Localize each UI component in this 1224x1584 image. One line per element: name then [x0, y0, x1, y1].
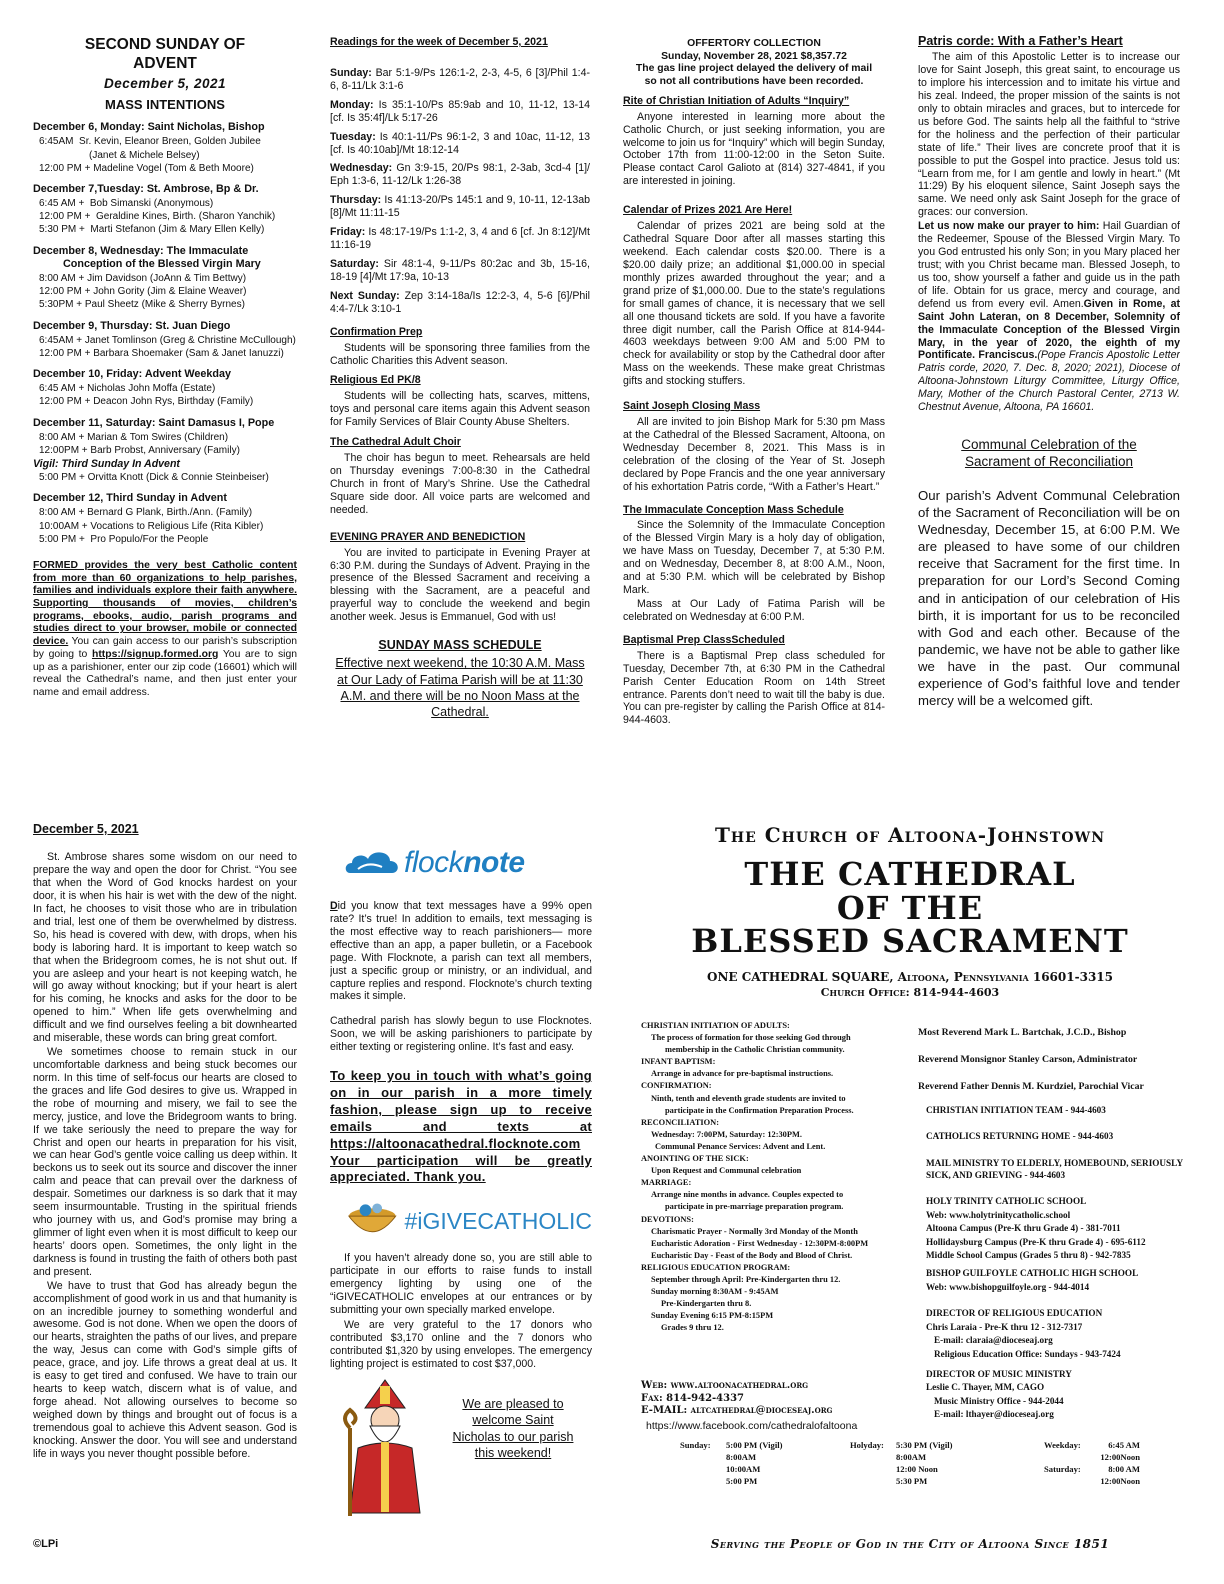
intention-line: 12:00 PM + Madeline Vogel (Tom & Beth Moore) — [39, 162, 254, 174]
flock-cloud-icon — [344, 847, 402, 879]
given-in-rome: Given in Rome, at Saint John Lateran, on 8 December, Solemnity of the Immaculate Conception of the Blessed Virgin Mary, in the year of 2020, the eighth of my Pontificate. Franciscus. — [918, 297, 1180, 362]
intention-line: 6:45AM Sr. Kevin, Eleanor Breen, Golden Jubilee — [39, 136, 261, 148]
directory-section — [641, 1080, 911, 1116]
mass-time: 6:45 AM — [1108, 1440, 1140, 1450]
cathedral-address: ONE CATHEDRAL SQUARE, Altoona, Pennsylvania 16601-3315 — [707, 970, 1113, 984]
vigil-label: Vigil: Third Sunday In Advent — [33, 458, 180, 471]
reading-text: Zep 3:14-18a/Is 12:2-3, 4, 5-6 [6]/Phil 4:4-7/Lk 3:10-1 — [330, 289, 590, 315]
reflection-date: December 5, 2021 — [33, 822, 139, 836]
communal-heading-line-2: Sacrament of Reconciliation — [964, 454, 1134, 470]
reading-item — [330, 258, 590, 284]
intention-line: 5:00 PM + Orvitta Knott (Dick & Connie Steinbeiser) — [39, 472, 269, 484]
intention-day-heading: December 6, Monday: Saint Nicholas, Bishop — [33, 121, 265, 134]
intention-day — [33, 320, 297, 361]
intention-day-heading: December 12, Third Sunday in Advent — [33, 492, 227, 505]
vicar-name: Reverend Father Dennis M. Kurdziel, Parochial Vicar — [918, 1081, 1144, 1093]
religious-ed-email[interactable]: E-mail: claraia@dioceseaj.org — [934, 1335, 1053, 1346]
intention-line: 8:00 AM + Marian & Tom Swires (Children) — [39, 431, 229, 443]
column-readings — [330, 36, 590, 758]
intention-line: 12:00PM + Barb Probst, Anniversary (Family) — [39, 444, 240, 456]
patris-heading: Patris corde: With a Father’s Heart — [918, 34, 1123, 48]
directory-line: Arrange in advance for pre-baptismal instructions. — [651, 1069, 834, 1079]
intention-line: (Janet & Michele Belsey) — [39, 149, 200, 161]
mass-time: 5:30 PM (Vigil) — [896, 1440, 953, 1450]
communal-text: Our parish’s Advent Communal Celebration of the Sacrament of Reconciliation will be on Wednesday, December 15, at 6:00 P.M. We are pleased to have some of our children receive that Sacrament for the first time. In preparation for our Lord’s Second Coming and in anticipation of our celebration of His birth, it is important for us to be reconciled with God and each other. Because of the pandemic, we have not be able to gather like we have in the past. Our communal experience of God’s faithful love and tender mercy will be a welcomed gift. — [918, 487, 1180, 709]
directory-label: CHRISTIAN INITIATION OF ADULTS: — [641, 1021, 790, 1030]
column-mass-intentions — [33, 36, 297, 756]
directory-line: Charismatic Prayer - Normally 3rd Monday of the Month — [651, 1226, 858, 1236]
evening-prayer-text: You are invited to participate in Evening Prayer at 6:30 P.M. during the Sundays of Advent. Praying in the presence of the Blessed Sacrament and receiving a blessing with the Sacrament, are a peaceful and prayerful way to conclude the weekend and begin another week. Jesus is Emmanuel, God with us! — [330, 546, 590, 624]
directory-line: Sunday morning 8:30AM - 9:45AM — [651, 1287, 779, 1297]
website-link[interactable]: Web: www.altoonacathedral.org — [641, 1380, 809, 1391]
intention-day — [33, 245, 297, 312]
cathedral-title-line-2: OF THE — [836, 888, 984, 927]
altoona-campus: Altoona Campus (Pre-K thru Grade 4) - 381-7011 — [926, 1223, 1121, 1234]
staff-directory — [918, 1026, 1184, 1422]
directory-line: Arrange nine months in advance. Couples expected to — [651, 1190, 844, 1200]
music-director-name: Leslie C. Thayer, MM, CAGO — [926, 1382, 1045, 1393]
directory-line: Upon Request and Communal celebration — [651, 1166, 802, 1176]
contact-block — [641, 1380, 921, 1418]
directory-label: RECONCILIATION: — [641, 1117, 720, 1127]
directory-section — [641, 1056, 911, 1080]
flocknote-logo-note: note — [463, 846, 525, 879]
bulletin-date: December 5, 2021 — [103, 75, 227, 91]
prayer-lead: Let us now make our prayer to him: — [918, 220, 1100, 233]
igivecatholic-logo — [344, 1198, 592, 1244]
mass-time: 10:00AM — [726, 1464, 761, 1475]
flocknote-paragraph — [330, 900, 592, 1003]
church-office-phone: Church Office: 814-944-4603 — [820, 986, 1000, 999]
reading-day: Thursday: — [330, 194, 382, 207]
holyday-label: Holyday: — [850, 1440, 884, 1450]
reading-item — [330, 162, 590, 188]
immaculate-text-2: Mass at Our Lady of Fatima Parish will be celebrated on Wednesday at 6:00 P.M. — [623, 598, 885, 623]
reading-day: Next Sunday: — [330, 289, 400, 302]
confirmation-heading: Confirmation Prep — [330, 325, 423, 338]
citation: (Pope Francis Apostolic Letter Patris corde, 2020, 7. Dec. 8, 2020; 2021), Diocese of Altoona-Johnstown Liturgy Committee, Liturgy Office, Mary, Mother of the Church Pastoral Center, 2713 W. Chestnut Avenue, Altoona, PA 16601. — [918, 349, 1180, 414]
directory-label: ANOINTING OF THE SICK: — [641, 1154, 749, 1164]
administrator-name: Reverend Monsignor Stanley Carson, Administrator — [918, 1054, 1138, 1066]
holy-trinity-web[interactable]: Web: www.holytrinitycatholic.school — [926, 1209, 1071, 1220]
reading-text: Gn 3:9-15, 20/Ps 98:1, 2-3ab, 3cd-4 [1]/ Eph 1:3-6, 11-12/Lk 1:26-38 — [330, 162, 590, 188]
prayer-block — [918, 220, 1180, 414]
intention-line: 12:00 PM + Deacon John Rys, Birthday (Family) — [39, 396, 254, 408]
directory-line: Eucharistic Adoration - First Wednesday - 12:30PM-8:00PM — [651, 1238, 869, 1248]
column-offertory — [623, 38, 885, 744]
formed-text: You can gain access to our parish’s subscription by going to — [33, 636, 297, 660]
offertory-note-2: so not all contributions have been recorded. — [644, 76, 864, 88]
serving-tagline: Serving the People of God in the City of Altoona Since 1851 — [710, 1537, 1110, 1551]
lpi-footer: ©LPi — [33, 1538, 59, 1550]
directory-section — [641, 1020, 911, 1056]
directory-line: participate in pre-marriage preparation program. — [665, 1202, 844, 1212]
reading-text: Is 35:1-10/Ps 85:9ab and 10, 11-12, 13-14 [cf. Is 35:4f]/Lk 5:17-26 — [330, 98, 590, 124]
directory-label: INFANT BAPTISM: — [641, 1057, 716, 1067]
reading-item — [330, 131, 590, 157]
directory-line: Communal Penance Services: Advent and Lent. — [655, 1141, 826, 1151]
intention-line: 8:00 AM + Jim Davidson (JoAnn & Tim Bettwy) — [39, 272, 247, 284]
reading-item — [330, 194, 590, 220]
directory-line: participate in the Confirmation Preparation Process. — [665, 1105, 854, 1115]
fax-number: Fax: 814-942-4337 — [641, 1392, 745, 1404]
prizes-text: Calendar of prizes 2021 are being sold at the Cathedral Square Door after all masses starting this weekend. Each calendar costs $20.00. There is a $20.00 daily prize; an additional $1,000.00 in special monthly prizes awarded throughout the year; and a grand prize of $1,000.00. Due to the state’s regulations for small games of chance, it is necessary that we sell all one thousand tickets are sold. If you have a favorite three digit number, call the Parish Office at 814-944-4603 weekdays between 9:00 AM and 5:00 PM to check for availability or stop by the Cathedral door after Mass on the weekends. These make great Christmas gifts and stocking stuffers. — [623, 220, 885, 388]
flocknote-logo-flock: flock — [404, 846, 464, 879]
intention-day — [33, 368, 297, 409]
immaculate-heading: The Immaculate Conception Mass Schedule — [623, 503, 844, 516]
directory-section — [641, 1117, 911, 1153]
music-director: DIRECTOR OF MUSIC MINISTRY — [926, 1368, 1072, 1379]
intention-line: 6:45 AM + Bob Simanski (Anonymous) — [39, 198, 214, 210]
directory-section — [641, 1177, 911, 1213]
mass-time: 12:00Noon — [1100, 1476, 1140, 1487]
bishop-name: Most Reverend Mark L. Bartchak, J.C.D., Bishop — [918, 1027, 1127, 1038]
igive-paragraph-1: If you haven’t already done so, you are still able to participate in our efforts to raise funds to install emergency lighting by using one of the “iGIVECATHOLIC envelopes at our entrances or by submitting your own specially marked envelope. — [330, 1252, 592, 1317]
intention-day-heading: December 11, Saturday: Saint Damasus I, Pope — [33, 416, 275, 429]
offering-basket-icon — [344, 1198, 401, 1244]
intention-line: 6:45 AM + Nicholas John Moffa (Estate) — [39, 383, 216, 395]
directory-line: Eucharistic Day - Feast of the Body and Blood of Christ. — [651, 1250, 853, 1260]
formed-link[interactable]: https://signup.formed.org — [91, 648, 219, 660]
saint-nicholas-icon — [330, 1378, 440, 1518]
rcia-text: Anyone interested in learning more about the Catholic Church, or just seeking information, you are welcome to join us for “Inquiry” which will begin Sunday, October 17th from 11:00-12:00 in the Seton Suite. Please contact Carol Galioto at (814) 327-4841, if you are interested in joining. — [623, 110, 885, 188]
directory-label: CONFIRMATION: — [641, 1081, 712, 1091]
formed-notice — [33, 560, 297, 700]
hollidaysburg-campus: Hollidaysburg Campus (Pre-K thru Grade 4) - 695-6112 — [926, 1236, 1146, 1247]
music-email[interactable]: E-mail: lthayer@dioceseaj.org — [934, 1409, 1054, 1420]
intention-line: 5:00 PM + Pro Populo/For the People — [39, 533, 209, 545]
reading-text: Sir 48:1-4, 9-11/Ps 80:2ac and 3b, 15-16, 18-19 [4]/Mt 17:9a, 10-13 — [330, 257, 590, 283]
saturday-times — [1094, 1463, 1140, 1487]
flocknote-logo — [344, 846, 592, 880]
religious-ed-director: DIRECTOR OF RELIGIOUS EDUCATION — [926, 1308, 1103, 1319]
signup-notice: To keep you in touch with what’s going on in our parish in a more timely fashion, please sign up to receive emails and texts at https://altoonacathedral.flocknote.com Your participation will be greatly appreciated. Thank you. — [330, 1068, 592, 1185]
formed-text-2: You are to sign up as a parishioner, enter our zip code (16601) which will reveal the Cathedral’s name, and then just enter your name and email address. — [33, 648, 297, 698]
mail-ministry: MAIL MINISTRY TO ELDERLY, HOMEBOUND, SERIOUSLY SICK, AND GRIEVING - 944-4603 — [926, 1157, 1183, 1180]
prayer-text: Hail Guardian of the Redeemer, Spouse of the Blessed Virgin Mary. To you God entrusted his only Son; in you Mary placed her trust; with you Christ became man. Blessed Joseph, to us too, show yourself a father and guide us in the path of life. Obtain for us grace, mercy and courage, and defend us from every evil. Amen. — [918, 220, 1180, 310]
reading-item — [330, 67, 590, 93]
reading-text: Is 41:13-20/Ps 145:1 and 9, 10-11, 12-13ab [8]/Mt 11:11-15 — [330, 194, 590, 220]
holy-trinity-school: HOLY TRINITY CATHOLIC SCHOOL — [926, 1196, 1087, 1207]
weekday-label: Weekday: — [1044, 1440, 1081, 1450]
catholics-returning: CATHOLICS RETURNING HOME - 944-4603 — [926, 1131, 1114, 1142]
sacraments-directory — [641, 1020, 911, 1334]
intention-line: 10:00AM + Vocations to Religious Life (Rita Kibler) — [39, 520, 264, 532]
mass-time: 8:00AM — [726, 1452, 757, 1463]
religious-ed-contact: Chris Laraia - Pre-K thru 12 - 312-7317 — [926, 1321, 1083, 1332]
mass-time: 12:00 Noon — [896, 1464, 938, 1475]
reading-day: Friday: — [330, 226, 366, 239]
weekday-times — [1094, 1439, 1140, 1463]
intention-day — [33, 183, 297, 237]
religious-ed-text: Students will be collecting hats, scarves, mittens, toys and personal care items again this Advent season for Family Services of Blair County Abuse Shelters. — [330, 390, 590, 429]
readings-heading: Readings for the week of December 5, 2021 — [330, 36, 548, 48]
bishop-guilfoyle-school: BISHOP GUILFOYLE CATHOLIC HIGH SCHOOL — [926, 1268, 1139, 1279]
religious-ed-office: Religious Education Office: Sundays - 943-7424 — [934, 1348, 1121, 1359]
intention-day-heading: December 7,Tuesday: St. Ambrose, Bp & Dr. — [33, 182, 259, 195]
igive-paragraph-2: We are very grateful to the 17 donors who contributed $3,170 online and the 7 donors who contributed $1,320 by using envelopes. The emergency lighting project is estimated to cost $37,000. — [330, 1318, 592, 1370]
evening-prayer-heading: EVENING PRAYER AND BENEDICTION — [330, 530, 526, 543]
reading-item — [330, 226, 590, 252]
directory-label: DEVOTIONS: — [641, 1214, 694, 1224]
flocknote-logo-text — [404, 846, 525, 881]
title-line-1: SECOND SUNDAY OF — [84, 36, 246, 53]
mass-time: 12:00Noon — [1100, 1452, 1140, 1463]
nicholas-block — [330, 1378, 592, 1518]
confirmation-text: Students will be sponsoring three families from the Catholic Charities this Advent season. — [330, 341, 590, 367]
intention-day-heading: December 9, Thursday: St. Juan Diego — [33, 319, 231, 332]
baptismal-text: There is a Baptismal Prep class scheduled for Tuesday, December 7th, at 6:30 PM in the Cathedral Parish Center Education Room on 14th Street entrance. Parents don’t need to wait till the baby is due. You can pre-register by calling the Parish Office at 814-944-4603. — [623, 649, 885, 727]
directory-label: RELIGIOUS EDUCATION PROGRAM: — [641, 1262, 791, 1272]
directory-section — [641, 1262, 911, 1335]
holyday-times — [896, 1439, 952, 1487]
joseph-mass-heading: Saint Joseph Closing Mass — [623, 400, 761, 413]
reflection-paragraph: We have to trust that God has already begun the accomplishment of good work in us and that humanity is on an incredible journey to something wonderful and awesome. God is not done. When we open the doors of our hearts, straighten the paths of our lives, and prepare the way, Jesus can come with God’s simple gifts of peace, grace, and joy. Life throws a great deal at us. It is easy to get tired and confused. We have to train our hearts to keep watch, discern what is of value, and forge ahead. Not allowing ourselves to become so weighed down by things and brought out of focus is a tremendous goal to achieve this Advent season. God is knocking. Answer the door. You will see and understand life in ways you never thought possible before. — [33, 1279, 297, 1460]
cathedral-title-line-1: THE CATHEDRAL — [744, 855, 1076, 893]
column-patris-corde — [918, 34, 1180, 734]
patris-text: The aim of this Apostolic Letter is to increase our love for Saint Joseph, this great saint, to encourage us to implore his intercession and to imitate his virtue and his zeal. Indeed, the proper mission of the saints is not only to obtain miracles and graces, but to intercede for us before God. The saints help all the faithful to “strive for the holiness and the perfection of their particular state of life.” Their lives are concrete proof that it is possible to put the Gospel into practice. Jesus told us: “Learn from me, for I am gentle and lowly in heart.” (Mt 11:29) By his eloquent silence, Saint Joseph says the same. We need only ask Saint Joseph for the grace of graces: our conversion. — [918, 51, 1180, 219]
intention-day-heading: December 10, Friday: Advent Weekday — [33, 368, 232, 381]
reading-text: Is 48:17-19/Ps 1:1-2, 3, 4 and 6 [cf. Jn 8:12]/Mt 11:16-19 — [330, 226, 590, 252]
communal-heading — [918, 436, 1180, 471]
cathedral-title-line-3: BLESSED SACRAMENT — [691, 922, 1129, 961]
reading-item — [330, 99, 590, 125]
baptismal-heading: Baptismal Prep ClassScheduled — [623, 633, 785, 646]
directory-line: The process of formation for those seeking God through — [651, 1033, 851, 1043]
directory-line: membership in the Catholic Christian community. — [665, 1045, 845, 1055]
directory-line: Wednesday: 7:00PM, Saturday: 12:30PM. — [651, 1129, 802, 1139]
flocknote-paragraph-2: Cathedral parish has slowly begun to use Flocknotes. Soon, we will be asking parishioners to participate by either texting or registering online. It’s fast and easy. — [330, 1015, 592, 1054]
choir-text: The choir has begun to meet. Rehearsals are held on Thursday evenings 7:00-8:30 in the Cathedral Church in front of Mary’s Shrine. Use the Cathedral Square side door. All voice parts are welcomed and needed. — [330, 452, 590, 516]
reading-item — [330, 290, 590, 316]
reading-text: Is 40:1-11/Ps 96:1-2, 3 and 10ac, 11-12, 13 [cf. Is 40:10ab]/Mt 18:12-14 — [330, 130, 590, 156]
rcia-heading: Rite of Christian Initiation of Adults “Inquiry” — [623, 94, 850, 107]
directory-line: Ninth, tenth and eleventh grade students are invited to — [651, 1093, 846, 1103]
sunday-times — [726, 1439, 782, 1487]
reflection-paragraph: St. Ambrose shares some wisdom on our need to prepare the way and open the door for Christ. “You see that when the Word of God knocks hardest on your door, it is when his hair is wet with the dew of the night. In fact, he chooses to visit those who are in tribulation and trial, lest one of them be overwhelmed by distress. So, his head is covered with dew, with drops, when his body is laboring hard. It is important to keep watch so that when the Bridegroom comes, he is not shut out. If you are asleep and your heart is not keeping watch, he will go away without knocking; but if your heart is alert for his coming, he knocks and asks for the door to be opened to him.” When life gets overwhelming and difficult and we find ourselves feeling a bit downhearted and miserable, these words can bring great comfort. — [33, 851, 297, 1045]
intention-line: 12:00 PM + Barbara Shoemaker (Sam & Janet Ianuzzi) — [39, 347, 284, 359]
church-name-line: The Church of Altoona-Johnstown — [714, 823, 1106, 847]
directory-line: Grades 9 thru 12. — [661, 1323, 724, 1333]
directory-section — [641, 1214, 911, 1262]
reading-day: Sunday: — [330, 66, 372, 79]
intention-line: 6:45AM + Janet Tomlinson (Greg & Christine McCullough) — [39, 334, 296, 346]
igivecatholic-text: #iGIVECATHOLIC — [404, 1208, 592, 1235]
mass-time: 8:00AM — [896, 1452, 927, 1463]
column-flocknote — [330, 846, 592, 1558]
directory-line: Pre-Kindergarten thru 8. — [661, 1299, 752, 1309]
middle-school-campus: Middle School Campus (Grades 5 thru 8) - 942-7835 — [926, 1250, 1131, 1261]
sunday-schedule-text: Effective next weekend, the 10:30 A.M. Mass at Our Lady of Fatima Parish will be at 11:30 A.M. and there will be no Noon Mass at the Cathedral. — [335, 656, 585, 720]
initiation-team: CHRISTIAN INITIATION TEAM - 944-4603 — [926, 1104, 1106, 1115]
mass-time: 5:00 PM (Vigil) — [726, 1440, 783, 1450]
mass-time: 5:30 PM — [896, 1476, 928, 1487]
mass-intentions-heading: MASS INTENTIONS — [105, 97, 225, 113]
reading-day: Wednesday: — [330, 162, 393, 175]
offertory-note-1: The gas line project delayed the delivery of mail — [635, 63, 873, 75]
cathedral-title — [640, 855, 1180, 961]
music-office: Music Ministry Office - 944-2044 — [934, 1395, 1064, 1406]
offertory-amount: Sunday, November 28, 2021 $8,357.72 — [661, 50, 847, 62]
nicholas-text: We are pleased to welcome Saint Nicholas to our parish this weekend! — [452, 1396, 574, 1461]
intention-line: 5:30 PM + Marti Stefanon (Jim & Mary Ellen Kelly) — [39, 224, 265, 236]
reading-text: Bar 5:1-9/Ps 126:1-2, 2-3, 4-5, 6 [3]/Phil 1:4-6, 8-11/Lk 3:1-6 — [330, 66, 590, 92]
religious-ed-heading: Religious Ed PK/8 — [330, 374, 421, 387]
intention-line: 8:00 AM + Bernard G Plank, Birth./Ann. (Family) — [39, 507, 253, 519]
reflection-paragraph: We sometimes choose to remain stuck in our uncomfortable darkness and being stuck becomes our norm. In this time of self-focus our hearts are closed to the graces and life God desires to give us. Wrapped in the robe of mourning and misery, we fail to see the mercy, justice, and love the Bridegroom wants to bring. If we take seriously the need to prepare the way for Christ and open our hearts in preparation for his visit, we can hear God’s gentle voice calling us deep within. It beckons us to seek out its source and discover the inner calm and peace that can prevail over the darkness of despair. Sometimes our darkness is so dark that it may seem insurmountable. Trusting in the spiritual friends who journey with us, and God’s promise may bring a glimmer of light even when it is most difficult to keep our hearts’ doors open. Sometimes, the only light in the darkness is found in trusting the faith of others both past and present. — [33, 1046, 297, 1278]
immaculate-text-1: Since the Solemnity of the Immaculate Conception of the Blessed Virgin Mary is a holy day of obligation, we have Mass on Tuesday, December 7, at 5:30 P.M. and on Wednesday, December 8, at 8:00 A.M., Noon, and at 5:30 P.M. which will be celebrated by Bishop Mark. — [623, 519, 885, 597]
intention-line: 12:00 PM + Geraldine Kines, Birth. (Sharon Yanchik) — [39, 211, 276, 223]
reading-day: Monday: — [330, 98, 374, 111]
saturday-label: Saturday: — [1044, 1464, 1081, 1474]
prizes-heading: Calendar of Prizes 2021 Are Here! — [623, 204, 793, 217]
communal-heading-line-1: Communal Celebration of the — [961, 437, 1137, 453]
offertory-heading: OFFERTORY COLLECTION — [687, 38, 821, 49]
reading-day: Tuesday: — [330, 130, 376, 143]
formed-bold-text: FORMED provides the very best Catholic content from more than 60 organizations to help parishes, families and individuals explore their faith anywhere. Supporting thousands of movies, children’s programs, ebooks, audio, parish programs and studies direct to your browser, mobile or connected device. — [33, 560, 297, 648]
mass-time: 8:00 AM — [1108, 1464, 1140, 1474]
sunday-schedule-heading: SUNDAY MASS SCHEDULE — [378, 638, 542, 653]
facebook-link[interactable]: https://www.facebook.com/cathedralofaltoona — [646, 1420, 858, 1432]
intention-line: 5:30PM + Paul Sheetz (Mike & Sherry Byrnes) — [39, 299, 245, 311]
bishop-guilfoyle-web[interactable]: Web: www.bishopguilfoyle.org - 944-4014 — [926, 1281, 1090, 1292]
directory-line: September through April: Pre-Kindergarten thru 12. — [651, 1274, 841, 1284]
intention-day — [33, 121, 297, 175]
flocknote-paragraph-text: id you know that text messages have a 99% open rate? It’s true! In addition to emails, text messaging is the most effective way to reach parishioners— more effective than an app, a paper bulletin, or a Facebook page. With Flocknote, a parish can text all members, just a specific group or ministry, or an individual, and capture replies and respond. Flocknote’s church texting makes it simple. — [330, 900, 592, 1003]
intention-day-heading: December 8, Wednesday: The Immaculate Conception of the Blessed Virgin Mary — [33, 244, 261, 270]
directory-line: Sunday Evening 6:15 PM-8:15PM — [651, 1311, 774, 1321]
sunday-label: Sunday: — [680, 1440, 711, 1450]
mass-schedule — [670, 1439, 1170, 1519]
dropcap: D — [330, 900, 338, 912]
intention-line: 12:00 PM + John Gority (Jim & Elaine Weaver) — [39, 286, 247, 298]
joseph-mass-text: All are invited to join Bishop Mark for 5:30 pm Mass at the Cathedral of the Blessed Sacrament, Altoona, on Wednesday December 8, 2021. This Mass is in celebration of the closing of the Year of St. Joseph declared by Pope Francis and the one year anniversary of his exhortation Patris corde, “With a Father’s Heart.” — [623, 416, 885, 493]
reading-day: Saturday: — [330, 257, 379, 270]
column-reflection — [33, 822, 297, 1558]
title-line-2: ADVENT — [133, 54, 197, 72]
intention-day — [33, 492, 297, 546]
directory-section — [641, 1153, 911, 1177]
directory-label: MARRIAGE: — [641, 1178, 692, 1188]
mass-time: 5:00 PM — [726, 1476, 758, 1487]
intention-day — [33, 417, 297, 485]
email-link[interactable]: E-MAIL: altcathedral@dioceseaj.org — [641, 1405, 833, 1416]
choir-heading: The Cathedral Adult Choir — [330, 436, 461, 449]
